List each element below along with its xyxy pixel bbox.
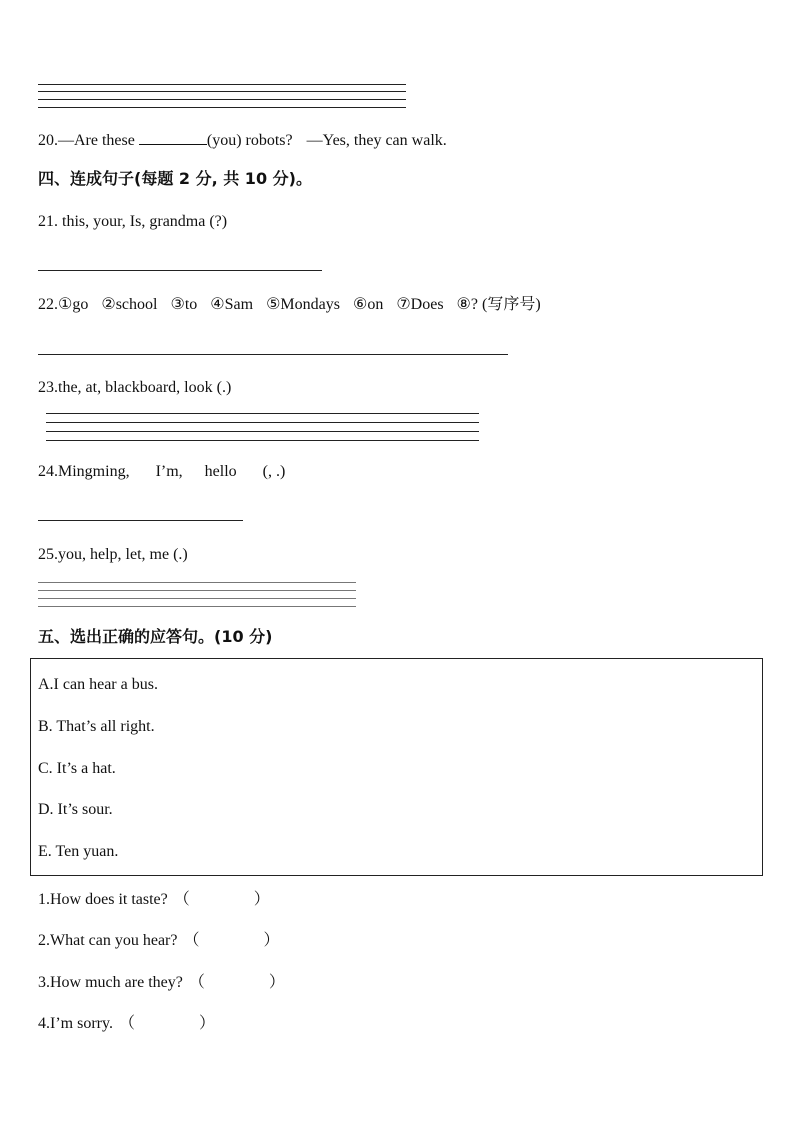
word-item: ⑤Mondays — [266, 296, 340, 313]
writing-line — [46, 431, 479, 432]
word-item: ①go — [58, 296, 89, 313]
word-item: I’m, — [155, 463, 183, 480]
word-item: (, .) — [262, 463, 286, 480]
question-25: 25.you, help, let, me (.) — [38, 546, 188, 563]
answer-bracket[interactable]: （ ） — [183, 932, 280, 949]
word-item: ②school — [101, 296, 158, 313]
writing-line — [38, 606, 356, 607]
writing-line — [38, 91, 406, 92]
section-4-title: 四、连成句子(每题 2 分, 共 10 分)。 — [38, 169, 312, 188]
option-a: A.I can hear a bus. — [38, 676, 158, 693]
writing-line — [38, 99, 406, 100]
writing-line — [38, 598, 356, 599]
match-question-4 — [38, 1014, 215, 1034]
option-b: B. That’s all right. — [38, 718, 155, 735]
question-number: 20. — [38, 132, 58, 149]
question-number: 24. — [38, 463, 58, 480]
answer-blank[interactable] — [139, 129, 207, 145]
word-item: ③to — [170, 296, 198, 313]
question-21: 21. this, your, Is, grandma (?) — [38, 213, 228, 230]
question-text-part: —Are these — [58, 132, 139, 149]
writing-line — [46, 422, 479, 423]
question-number: 22. — [38, 296, 58, 313]
word-item: ⑧? (写序号) — [456, 296, 541, 313]
section-5-title: 五、选出正确的应答句。(10 分) — [38, 627, 273, 646]
answer-line[interactable] — [38, 520, 243, 521]
answer-bracket[interactable]: （ ） — [188, 974, 285, 991]
answer-bracket[interactable]: （ ） — [118, 1015, 215, 1032]
writing-line — [38, 84, 406, 85]
answer-line[interactable] — [38, 354, 508, 355]
option-e: E. Ten yuan. — [38, 843, 119, 860]
answer-line[interactable] — [38, 270, 322, 271]
question-text: 4.I’m sorry. — [38, 1015, 113, 1032]
question-text: 2.What can you hear? — [38, 932, 178, 949]
match-question-1 — [38, 890, 270, 910]
word-item: hello — [204, 463, 237, 480]
question-24 — [38, 462, 285, 482]
word-item: ⑥on — [352, 296, 384, 313]
word-item: Mingming, — [58, 463, 130, 480]
writing-line — [38, 582, 356, 583]
question-text: 1.How does it taste? — [38, 891, 168, 908]
option-c: C. It’s a hat. — [38, 760, 116, 777]
writing-line — [38, 107, 406, 108]
question-text: 3.How much are they? — [38, 974, 183, 991]
question-20 — [38, 129, 447, 151]
writing-line — [46, 440, 479, 441]
option-d: D. It’s sour. — [38, 801, 113, 818]
question-22 — [38, 295, 541, 315]
answer-bracket[interactable]: （ ） — [173, 891, 270, 908]
writing-line — [38, 590, 356, 591]
writing-line — [46, 413, 479, 414]
word-item: ④Sam — [210, 296, 254, 313]
match-question-2 — [38, 931, 280, 951]
match-question-3 — [38, 973, 285, 993]
question-23: 23.the, at, blackboard, look (.) — [38, 379, 232, 396]
answer-text: —Yes, they can walk. — [306, 132, 447, 149]
question-text-part: (you) robots? — [206, 132, 293, 149]
word-item: ⑦Does — [396, 296, 444, 313]
